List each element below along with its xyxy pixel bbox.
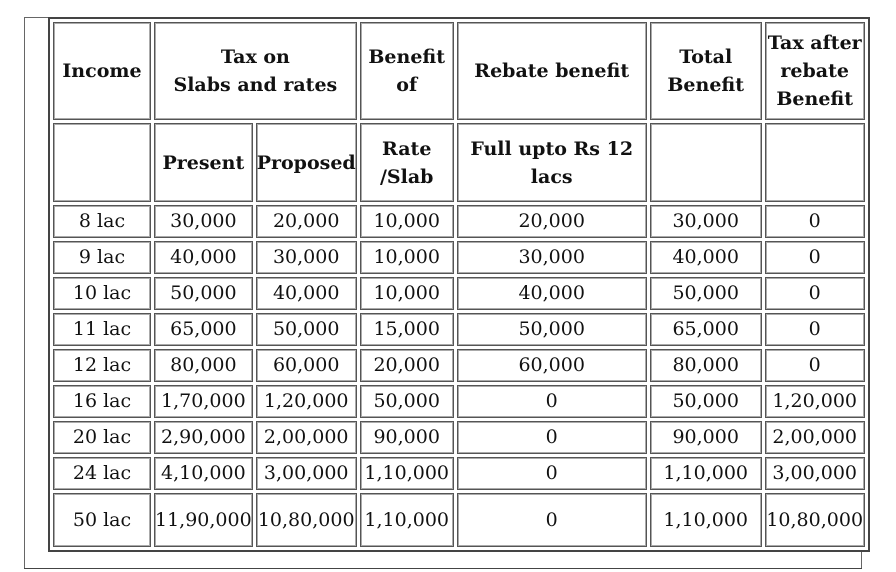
- cell-proposed: 2,00,000: [256, 421, 357, 454]
- cell-after: 2,00,000: [765, 421, 865, 454]
- subheader-full-upto: [457, 123, 647, 202]
- cell-proposed: 30,000: [256, 241, 357, 274]
- subheader-empty-after: [765, 123, 865, 202]
- cell-income: 11 lac: [53, 313, 151, 346]
- cell-present: 50,000: [154, 277, 253, 310]
- cell-proposed: 50,000: [256, 313, 357, 346]
- table-row: [53, 493, 865, 547]
- cell-income: 16 lac: [53, 385, 151, 418]
- header-tax-after-rebate: [765, 22, 865, 120]
- cell-rebate: 50,000: [457, 313, 647, 346]
- table-row: [53, 205, 865, 238]
- cell-proposed: 60,000: [256, 349, 357, 382]
- subheader-rate-slab: [360, 123, 454, 202]
- cell-income: 8 lac: [53, 205, 151, 238]
- header-rebate-benefit: [457, 22, 647, 120]
- cell-proposed: 40,000: [256, 277, 357, 310]
- cell-benefit: 10,000: [360, 205, 454, 238]
- subheader-rate-line1: Rate: [382, 137, 432, 160]
- cell-proposed: 10,80,000: [256, 493, 357, 547]
- table-row: [53, 313, 865, 346]
- cell-rebate: 0: [457, 385, 647, 418]
- table-row: [53, 421, 865, 454]
- cell-rebate: 40,000: [457, 277, 647, 310]
- table-row: [53, 241, 865, 274]
- cell-total: 1,10,000: [650, 493, 762, 547]
- header-income: [53, 22, 151, 120]
- tax-comparison-table: [48, 17, 870, 552]
- cell-after: 0: [765, 313, 865, 346]
- table-row: [53, 277, 865, 310]
- header-tax-on-line1: Tax on: [220, 46, 290, 68]
- cell-benefit: 10,000: [360, 241, 454, 274]
- cell-total: 40,000: [650, 241, 762, 274]
- subheader-present: [154, 123, 253, 202]
- cell-benefit: 1,10,000: [360, 493, 454, 547]
- cell-rebate: 60,000: [457, 349, 647, 382]
- subheader-empty-total: [650, 123, 762, 202]
- subheader-full-line2: lacs: [530, 165, 573, 188]
- cell-proposed: 1,20,000: [256, 385, 357, 418]
- page-frame-bottom-rule: [24, 568, 862, 569]
- cell-total: 90,000: [650, 421, 762, 454]
- cell-present: 4,10,000: [154, 457, 253, 490]
- header-benefit-of-line1: Benefit: [368, 46, 446, 68]
- cell-rebate: 20,000: [457, 205, 647, 238]
- cell-proposed: 20,000: [256, 205, 357, 238]
- cell-rebate: 0: [457, 457, 647, 490]
- cell-benefit: 1,10,000: [360, 457, 454, 490]
- header-tax-after-line2: rebate: [780, 60, 849, 82]
- cell-total: 50,000: [650, 277, 762, 310]
- subheader-proposed: [256, 123, 357, 202]
- cell-benefit: 90,000: [360, 421, 454, 454]
- header-total-benefit-line1: Total: [679, 46, 733, 68]
- cell-present: 40,000: [154, 241, 253, 274]
- cell-after: 0: [765, 349, 865, 382]
- cell-present: 80,000: [154, 349, 253, 382]
- header-tax-on: [154, 22, 357, 120]
- header-total-benefit-line2: Benefit: [667, 74, 745, 96]
- subheader-row: [53, 123, 865, 202]
- cell-present: 11,90,000: [154, 493, 253, 547]
- cell-total: 30,000: [650, 205, 762, 238]
- header-tax-on-line2: Slabs and rates: [173, 74, 338, 96]
- cell-income: 10 lac: [53, 277, 151, 310]
- subheader-proposed-text: Proposed: [256, 151, 356, 174]
- header-income-text: Income: [62, 60, 142, 82]
- cell-income: 50 lac: [53, 493, 151, 547]
- subheader-present-text: Present: [162, 151, 245, 174]
- subheader-empty-income: [53, 123, 151, 202]
- cell-after: 0: [765, 241, 865, 274]
- subheader-full-line1: Full upto Rs 12: [470, 137, 634, 160]
- cell-benefit: 50,000: [360, 385, 454, 418]
- cell-benefit: 10,000: [360, 277, 454, 310]
- cell-income: 24 lac: [53, 457, 151, 490]
- cell-benefit: 15,000: [360, 313, 454, 346]
- table-row: [53, 385, 865, 418]
- header-benefit-of: [360, 22, 454, 120]
- cell-after: 0: [765, 205, 865, 238]
- header-benefit-of-line2: of: [396, 74, 418, 96]
- header-total-benefit: [650, 22, 762, 120]
- cell-present: 1,70,000: [154, 385, 253, 418]
- header-row: [53, 22, 865, 120]
- cell-after: 1,20,000: [765, 385, 865, 418]
- cell-total: 65,000: [650, 313, 762, 346]
- cell-benefit: 20,000: [360, 349, 454, 382]
- header-tax-after-line3: Benefit: [776, 88, 854, 110]
- cell-rebate: 0: [457, 421, 647, 454]
- cell-rebate: 30,000: [457, 241, 647, 274]
- cell-present: 30,000: [154, 205, 253, 238]
- table-row: [53, 457, 865, 490]
- cell-present: 65,000: [154, 313, 253, 346]
- header-tax-after-line1: Tax after: [767, 32, 862, 54]
- cell-total: 80,000: [650, 349, 762, 382]
- subheader-rate-line2: /Slab: [379, 165, 434, 188]
- cell-income: 20 lac: [53, 421, 151, 454]
- cell-rebate: 0: [457, 493, 647, 547]
- cell-after: 3,00,000: [765, 457, 865, 490]
- table-row: [53, 349, 865, 382]
- cell-after: 10,80,000: [765, 493, 865, 547]
- cell-income: 9 lac: [53, 241, 151, 274]
- cell-total: 1,10,000: [650, 457, 762, 490]
- cell-after: 0: [765, 277, 865, 310]
- table-body: [53, 22, 865, 547]
- cell-present: 2,90,000: [154, 421, 253, 454]
- cell-total: 50,000: [650, 385, 762, 418]
- cell-income: 12 lac: [53, 349, 151, 382]
- header-rebate-benefit-text: Rebate benefit: [474, 60, 630, 82]
- cell-proposed: 3,00,000: [256, 457, 357, 490]
